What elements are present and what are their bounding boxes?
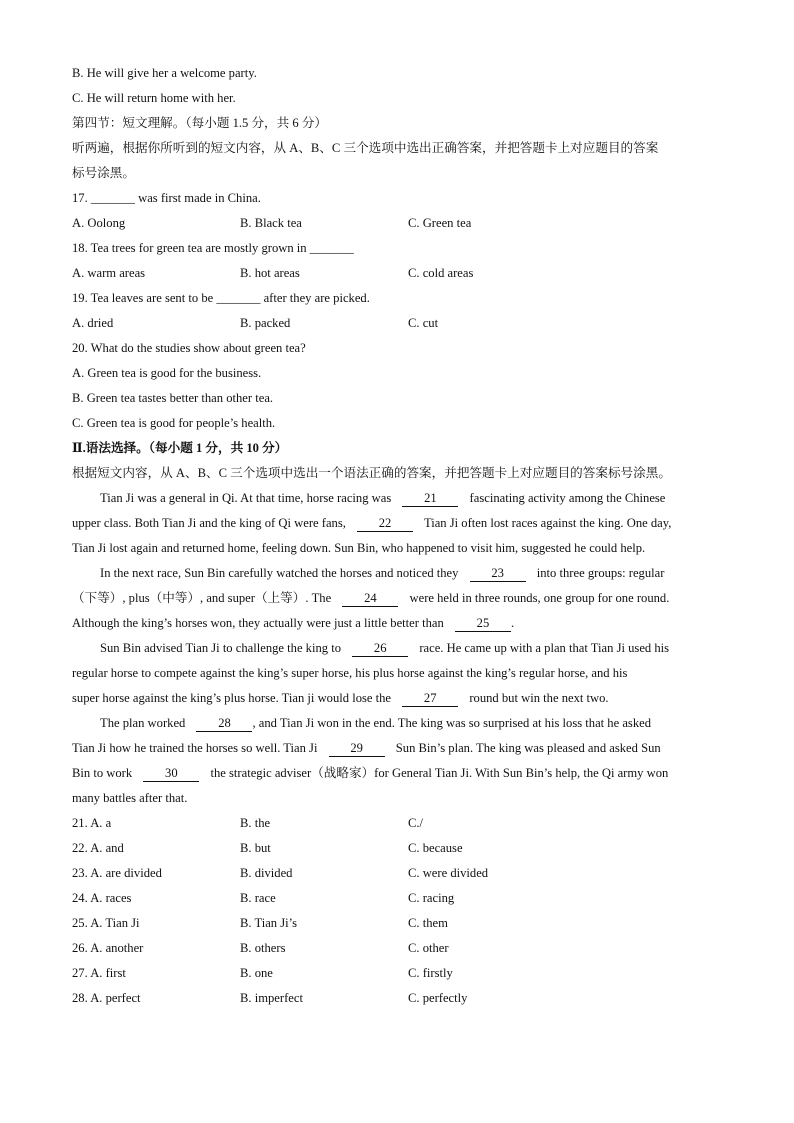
option-row — [72, 261, 727, 286]
answer-row — [72, 886, 727, 911]
blank-23: 23 — [470, 565, 526, 582]
answer-c: C. were divided — [408, 866, 489, 880]
option-a: A. warm areas — [72, 266, 146, 280]
passage-line: regular horse to compete against the king’s super horse, his plus horse against the king’s regular horse, and his — [72, 666, 628, 680]
passage-line: （下等）, plus（中等）, and super（上等）. The 24 were held in three rounds, one group for one round. — [72, 591, 670, 605]
answer-b: B. imperfect — [240, 991, 303, 1005]
answer-b: B. Tian Ji’s — [240, 916, 298, 930]
answer-a: 24. A. races — [72, 891, 132, 905]
passage-line: Tian Ji how he trained the horses so well. Tian Ji 29 Sun Bin’s plan. The king was pleased and asked Sun — [72, 741, 661, 755]
passage-line: upper class. Both Tian Ji and the king of Qi were fans, 22 Tian Ji often lost races against the king. One day, — [72, 516, 672, 530]
answer-row — [72, 836, 727, 861]
question-stem: 17. _______ was first made in China. — [72, 191, 261, 205]
answer-c: C. racing — [408, 891, 455, 905]
answer-b: B. divided — [240, 866, 293, 880]
option-b: B. packed — [240, 316, 291, 330]
answer-b: B. others — [240, 941, 286, 955]
option-a: A. Oolong — [72, 216, 126, 230]
passage-line: The plan worked 28 , and Tian Ji won in the end. The king was so surprised at his loss that he asked — [100, 716, 652, 730]
answer-a: 23. A. are divided — [72, 866, 162, 880]
answer-row — [72, 811, 727, 836]
option-line: C. Green tea is good for people’s health. — [72, 416, 276, 430]
option-c: C. cold areas — [408, 266, 474, 280]
answer-b: B. one — [240, 966, 273, 980]
exam-page — [72, 61, 727, 1011]
answer-c: C./ — [408, 816, 424, 830]
passage-line: Tian Ji was a general in Qi. At that time, horse racing was 21 fascinating activity among the Chinese — [100, 491, 666, 505]
blank-25: 25 — [455, 615, 511, 632]
answer-a: 25. A. Tian Ji — [72, 916, 140, 930]
blank-29: 29 — [329, 740, 385, 757]
question-stem: 18. Tea trees for green tea are mostly grown in _______ — [72, 241, 354, 255]
section-instruction: 标号涂黑。 — [72, 166, 135, 180]
blank-24: 24 — [342, 590, 398, 607]
answer-c: C. perfectly — [408, 991, 468, 1005]
question-stem: 20. What do the studies show about green tea? — [72, 341, 306, 355]
option-c: C. cut — [408, 316, 439, 330]
passage-line: many battles after that. — [72, 791, 188, 805]
answer-b: B. but — [240, 841, 271, 855]
blank-22: 22 — [357, 515, 413, 532]
answer-a: 27. A. first — [72, 966, 126, 980]
option-line: C. He will return home with her. — [72, 91, 236, 105]
option-line: B. Green tea tastes better than other tea. — [72, 391, 274, 405]
blank-30: 30 — [143, 765, 199, 782]
answer-c: C. firstly — [408, 966, 453, 980]
section-title: 第四节：短文理解。（每小题 1.5 分，共 6 分） — [72, 116, 328, 130]
answer-c: C. other — [408, 941, 449, 955]
answer-a: 22. A. and — [72, 841, 124, 855]
answer-a: 21. A. a — [72, 816, 112, 830]
section-instruction: 听两遍，根据你所听到的短文内容，从 A、B、C 三个选项中选出正确答案，并把答题卡上对应题目的答案 — [72, 141, 659, 155]
grammar-title: Ⅱ.语法选择。（每小题 1 分，共 10 分） — [72, 441, 288, 455]
passage-line: Although the king’s horses won, they actually were just a little better than 25 . — [72, 616, 515, 630]
answer-c: C. them — [408, 916, 448, 930]
answer-row — [72, 936, 727, 961]
answer-b: B. race — [240, 891, 276, 905]
option-line: A. Green tea is good for the business. — [72, 366, 262, 380]
option-a: A. dried — [72, 316, 114, 330]
passage-line: In the next race, Sun Bin carefully watched the horses and noticed they 23 into three groups: regular — [100, 566, 665, 580]
passage-line: Bin to work 30 the strategic adviser（战略家）for General Tian Ji. With Sun Bin’s help, the Qi army won — [72, 766, 669, 780]
blank-28: 28 — [196, 715, 252, 732]
question-stem: 19. Tea leaves are sent to be _______ after they are picked. — [72, 291, 370, 305]
answer-c: C. because — [408, 841, 463, 855]
answer-b: B. the — [240, 816, 271, 830]
blank-27: 27 — [402, 690, 458, 707]
blank-26: 26 — [352, 640, 408, 657]
answer-a: 28. A. perfect — [72, 991, 141, 1005]
grammar-instruction: 根据短文内容，从 A、B、C 三个选项中选出一个语法正确的答案，并把答题卡上对应题目的答案标号涂黑。 — [72, 466, 671, 480]
option-row — [72, 311, 727, 336]
blank-21: 21 — [402, 490, 458, 507]
passage-line: super horse against the king’s plus horse. Tian ji would lose the 27 round but win the next two. — [72, 691, 609, 705]
option-b: B. Black tea — [240, 216, 302, 230]
option-row — [72, 211, 727, 236]
answer-row — [72, 861, 727, 886]
option-b: B. hot areas — [240, 266, 300, 280]
answer-row — [72, 961, 727, 986]
passage-line: Tian Ji lost again and returned home, feeling down. Sun Bin, who happened to visit him, suggested he could help. — [72, 541, 646, 555]
passage-line: Sun Bin advised Tian Ji to challenge the king to 26 race. He came up with a plan that Tian Ji used his — [100, 641, 670, 655]
option-line: B. He will give her a welcome party. — [72, 66, 257, 80]
answer-row — [72, 986, 727, 1011]
option-c: C. Green tea — [408, 216, 472, 230]
answer-row — [72, 911, 727, 936]
answer-a: 26. A. another — [72, 941, 144, 955]
